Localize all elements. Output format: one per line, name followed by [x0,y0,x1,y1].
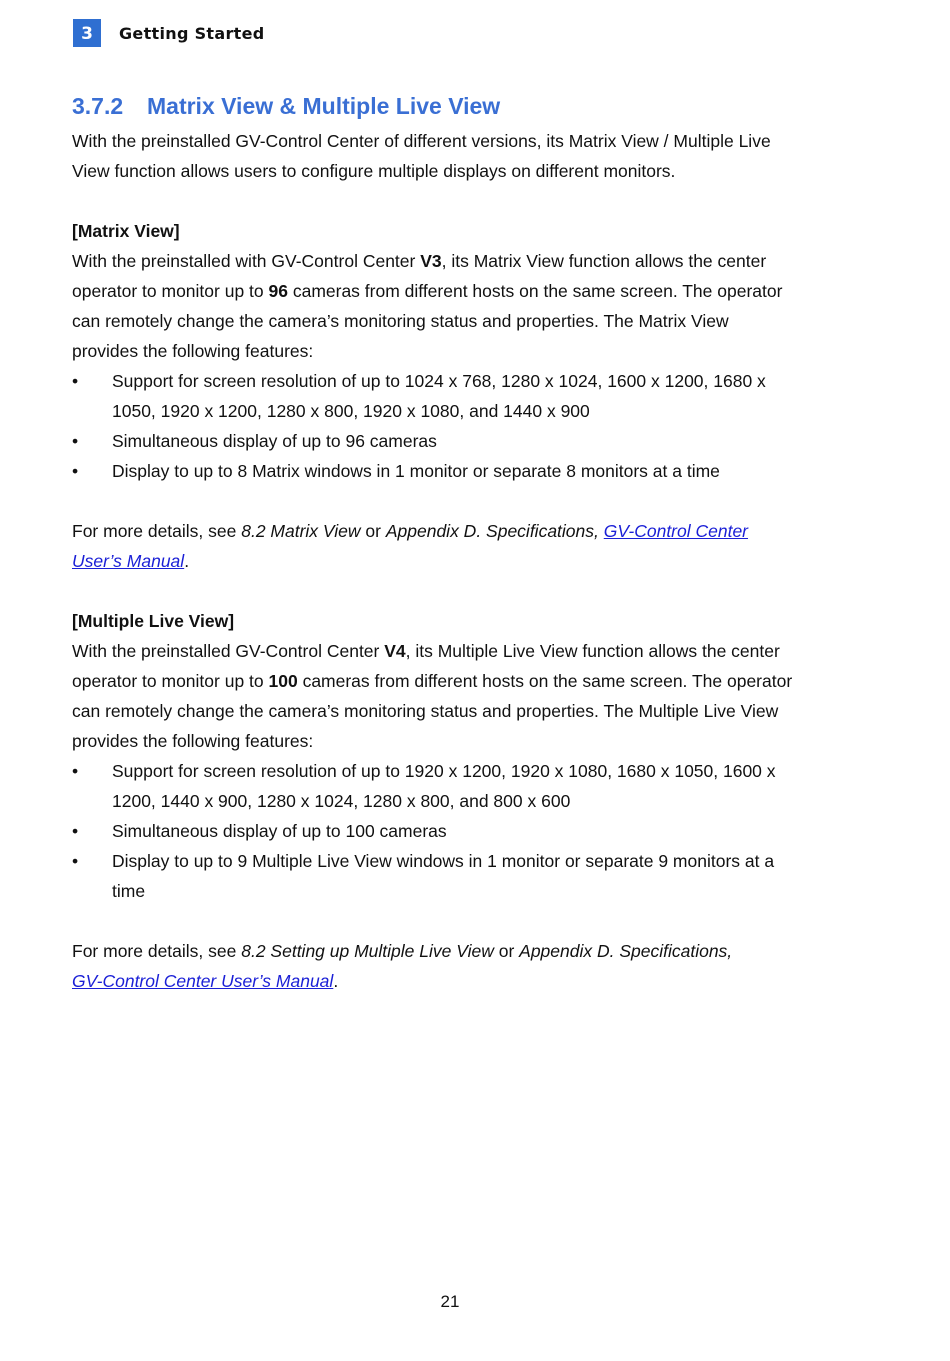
text-run: . [184,551,190,571]
text-run: For more details, see [72,521,242,541]
text-run: operator to monitor up to [72,281,269,301]
section-heading [72,86,852,126]
section-title: Matrix View & Multiple Live View [147,92,501,119]
manual-link[interactable]: GV-Control Center [603,521,749,541]
text-run: , its Matrix View function allows the center [441,251,767,271]
matrix-view-details [72,516,852,576]
chapter-title: Getting Started [119,23,265,43]
bullet-icon: • [72,371,79,391]
text-run: . [333,971,339,991]
multiple-live-view-feature-list [72,756,852,906]
text-run: , its Multiple Live View function allows the center [405,641,780,661]
camera-count-bold: 100 [268,671,298,691]
text-run: can remotely change the camera’s monitoring status and properties. The Matrix View [72,311,729,331]
list-item-text: Simultaneous display of up to 100 cameras [112,821,447,841]
manual-link[interactable]: User’s Manual [72,551,185,571]
appendix-reference: Appendix D. Specifications, [385,521,604,541]
camera-count-bold: 96 [268,281,288,301]
list-item [72,846,852,906]
section-reference: 8.2 Setting up Multiple Live View [241,941,494,961]
manual-link[interactable]: GV-Control Center User’s Manual [72,971,334,991]
list-item-text: Support for screen resolution of up to 1920 x 1200, 1920 x 1080, 1680 x 1050, 1600 x [112,761,776,781]
text-run: provides the following features: [72,341,314,361]
text-run: provides the following features: [72,731,314,751]
multiple-live-view-details [72,936,852,996]
appendix-reference: Appendix D. Specifications, [519,941,733,961]
text-run: cameras from different hosts on the same screen. The operator [297,671,793,691]
list-item [72,366,852,426]
text-run: operator to monitor up to [72,671,269,691]
chapter-number-badge: 3 [73,19,101,47]
section-number: 3.7.2 [72,92,124,119]
version-bold: V3 [420,251,442,271]
bullet-icon: • [72,461,79,481]
text-run: With the preinstalled GV-Control Center [72,641,385,661]
list-item [72,756,852,816]
multiple-live-view-heading: [Multiple Live View] [72,611,235,631]
bullet-icon: • [72,761,79,781]
version-bold: V4 [384,641,406,661]
list-item [72,426,852,456]
list-item-text: time [112,881,146,901]
bullet-icon: • [72,821,79,841]
multiple-live-view-paragraph [72,636,852,756]
text-run: For more details, see [72,941,242,961]
intro-line: View function allows users to configure multiple displays on different monitors. [72,161,676,181]
text-run: With the preinstalled with GV-Control Center [72,251,421,271]
bullet-icon: • [72,431,79,451]
matrix-view-paragraph [72,246,852,366]
text-run: cameras from different hosts on the same screen. The operator [287,281,783,301]
text-run: or [493,941,520,961]
page-number: 21 [440,1292,460,1311]
matrix-view-feature-list [72,366,852,486]
list-item [72,456,852,486]
intro-line: With the preinstalled GV-Control Center of different versions, its Matrix View / Multiple Live [72,131,771,151]
text-run: or [360,521,386,541]
section-reference: 8.2 Matrix View [241,521,361,541]
intro-paragraph [72,126,852,186]
text-run: can remotely change the camera’s monitoring status and properties. The Multiple Live View [72,701,779,721]
list-item-text: Display to up to 8 Matrix windows in 1 monitor or separate 8 monitors at a time [112,461,720,481]
page-content [72,86,852,996]
list-item-text: Support for screen resolution of up to 1024 x 768, 1280 x 1024, 1600 x 1200, 1680 x [112,371,766,391]
bullet-icon: • [72,851,79,871]
matrix-view-heading: [Matrix View] [72,221,180,241]
list-item [72,816,852,846]
page-header [73,19,265,47]
list-item-text: 1200, 1440 x 900, 1280 x 1024, 1280 x 800, and 800 x 600 [112,791,571,811]
list-item-text: Display to up to 9 Multiple Live View windows in 1 monitor or separate 9 monitors at a [112,851,775,871]
list-item-text: Simultaneous display of up to 96 cameras [112,431,437,451]
list-item-text: 1050, 1920 x 1200, 1280 x 800, 1920 x 1080, and 1440 x 900 [112,401,590,421]
